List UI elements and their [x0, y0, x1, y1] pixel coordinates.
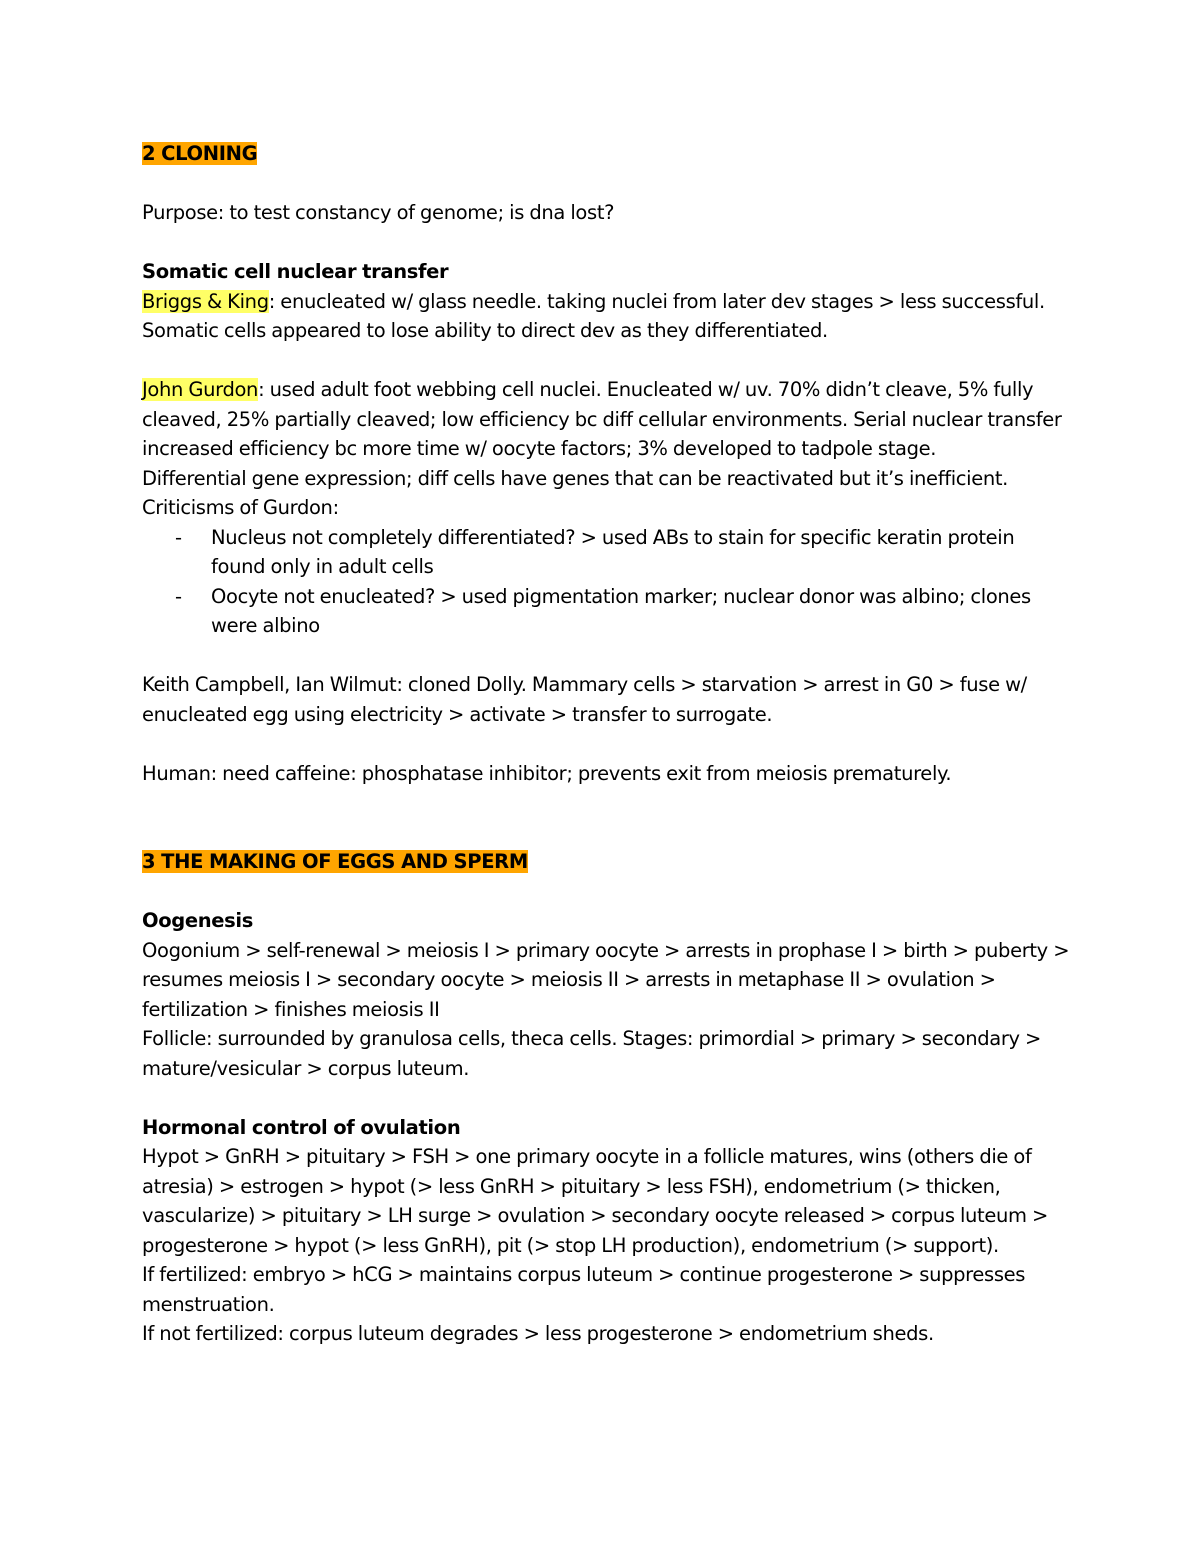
spacer: [142, 1083, 1072, 1113]
dash-bullet: -: [175, 525, 182, 549]
criticism-text: Oocyte not enucleated? > used pigmentation marker; nuclear donor was albino; clones were albino: [211, 584, 1031, 637]
spacer: [142, 818, 1072, 848]
hormonal-heading: Hormonal control of ovulation: [142, 1115, 461, 1139]
criticisms-heading: Criticisms of Gurdon:: [142, 496, 339, 519]
spacer: [142, 641, 1072, 671]
differential-expression-paragraph: Differential gene expression; diff cells have genes that can be reactivated but it’s inefficient.: [142, 466, 1009, 490]
human-paragraph: Human: need caffeine: phosphatase inhibitor; prevents exit from meiosis prematurely.: [142, 761, 952, 785]
criticism-item: [175, 582, 1072, 641]
dash-bullet: -: [175, 584, 182, 608]
criticism-item: [175, 523, 1072, 582]
spacer: [142, 729, 1072, 759]
hormonal-paragraph: Hypot > GnRH > pituitary > FSH > one primary oocyte in a follicle matures, wins (others die of atresia) > estrogen > hypot (> less GnRH > pituitary > less FSH), endometrium (> thicken, vascularize) > pituitary > LH surge > ovulation > secondary oocyte released > corpus luteum > progesterone > hypot (> less GnRH), pit (> stop LH production), endometrium (> support).: [142, 1145, 1048, 1257]
briggs-king-paragraph: [142, 287, 1072, 346]
spacer: [142, 169, 1072, 199]
oogenesis-paragraph: Oogonium > self-renewal > meiosis I > primary oocyte > arrests in prophase I > birth > puberty > resumes meiosis I > secondary oocyte > meiosis II > arrests in metaphase II > ovulation > fertilization > finishes meiosis II: [142, 938, 1070, 1021]
document-page: [142, 139, 1072, 1349]
section-title-cloning-text: 2 CLONING: [142, 142, 258, 165]
briggs-king-name: Briggs & King: [142, 289, 269, 313]
purpose-paragraph: Purpose: to test constancy of genome; is dna lost?: [142, 201, 615, 224]
section-title-cloning: [142, 139, 1072, 169]
spacer: [142, 346, 1072, 376]
briggs-king-text: : enucleated w/ glass needle. taking nuclei from later dev stages > less successful. Somatic cells appeared to lose ability to direct dev as they differentiated.: [142, 289, 1045, 342]
criticism-text: Nucleus not completely differentiated? > used ABs to stain for specific keratin protein found only in adult cells: [211, 525, 1015, 578]
spacer: [142, 788, 1072, 818]
gurdon-name: John Gurdon: [142, 378, 259, 401]
not-fertilized-paragraph: If not fertilized: corpus luteum degrades > less progesterone > endometrium sheds.: [142, 1322, 934, 1345]
section-title-gametes-text: 3 THE MAKING OF EGGS AND SPERM: [142, 850, 528, 873]
criticisms-list: [142, 523, 1072, 641]
oogenesis-heading: Oogenesis: [142, 909, 254, 932]
spacer: [142, 228, 1072, 258]
scnt-heading: Somatic cell nuclear transfer: [142, 260, 449, 283]
fertilized-paragraph: If fertilized: embryo > hCG > maintains corpus luteum > continue progesterone > suppresses menstruation.: [142, 1263, 1026, 1316]
gurdon-text: : used adult foot webbing cell nuclei. Enucleated w/ uv. 70% didn’t cleave, 5% fully cleaved, 25% partially cleaved; low efficiency bc diff cellular environments. Serial nuclear transfer increased efficiency bc more time w/ oocyte factors; 3% developed to tadpole stage.: [142, 378, 1062, 460]
spacer: [142, 877, 1072, 907]
gurdon-paragraph: [142, 375, 1072, 464]
dolly-paragraph: Keith Campbell, Ian Wilmut: cloned Dolly. Mammary cells > starvation > arrest in G0 > fuse w/ enucleated egg using electricity > activate > transfer to surrogate.: [142, 673, 1027, 726]
section-title-gametes: [142, 847, 1072, 877]
follicle-paragraph: Follicle: surrounded by granulosa cells, theca cells. Stages: primordial > primary > secondary > mature/vesicular > corpus luteum.: [142, 1027, 1042, 1080]
